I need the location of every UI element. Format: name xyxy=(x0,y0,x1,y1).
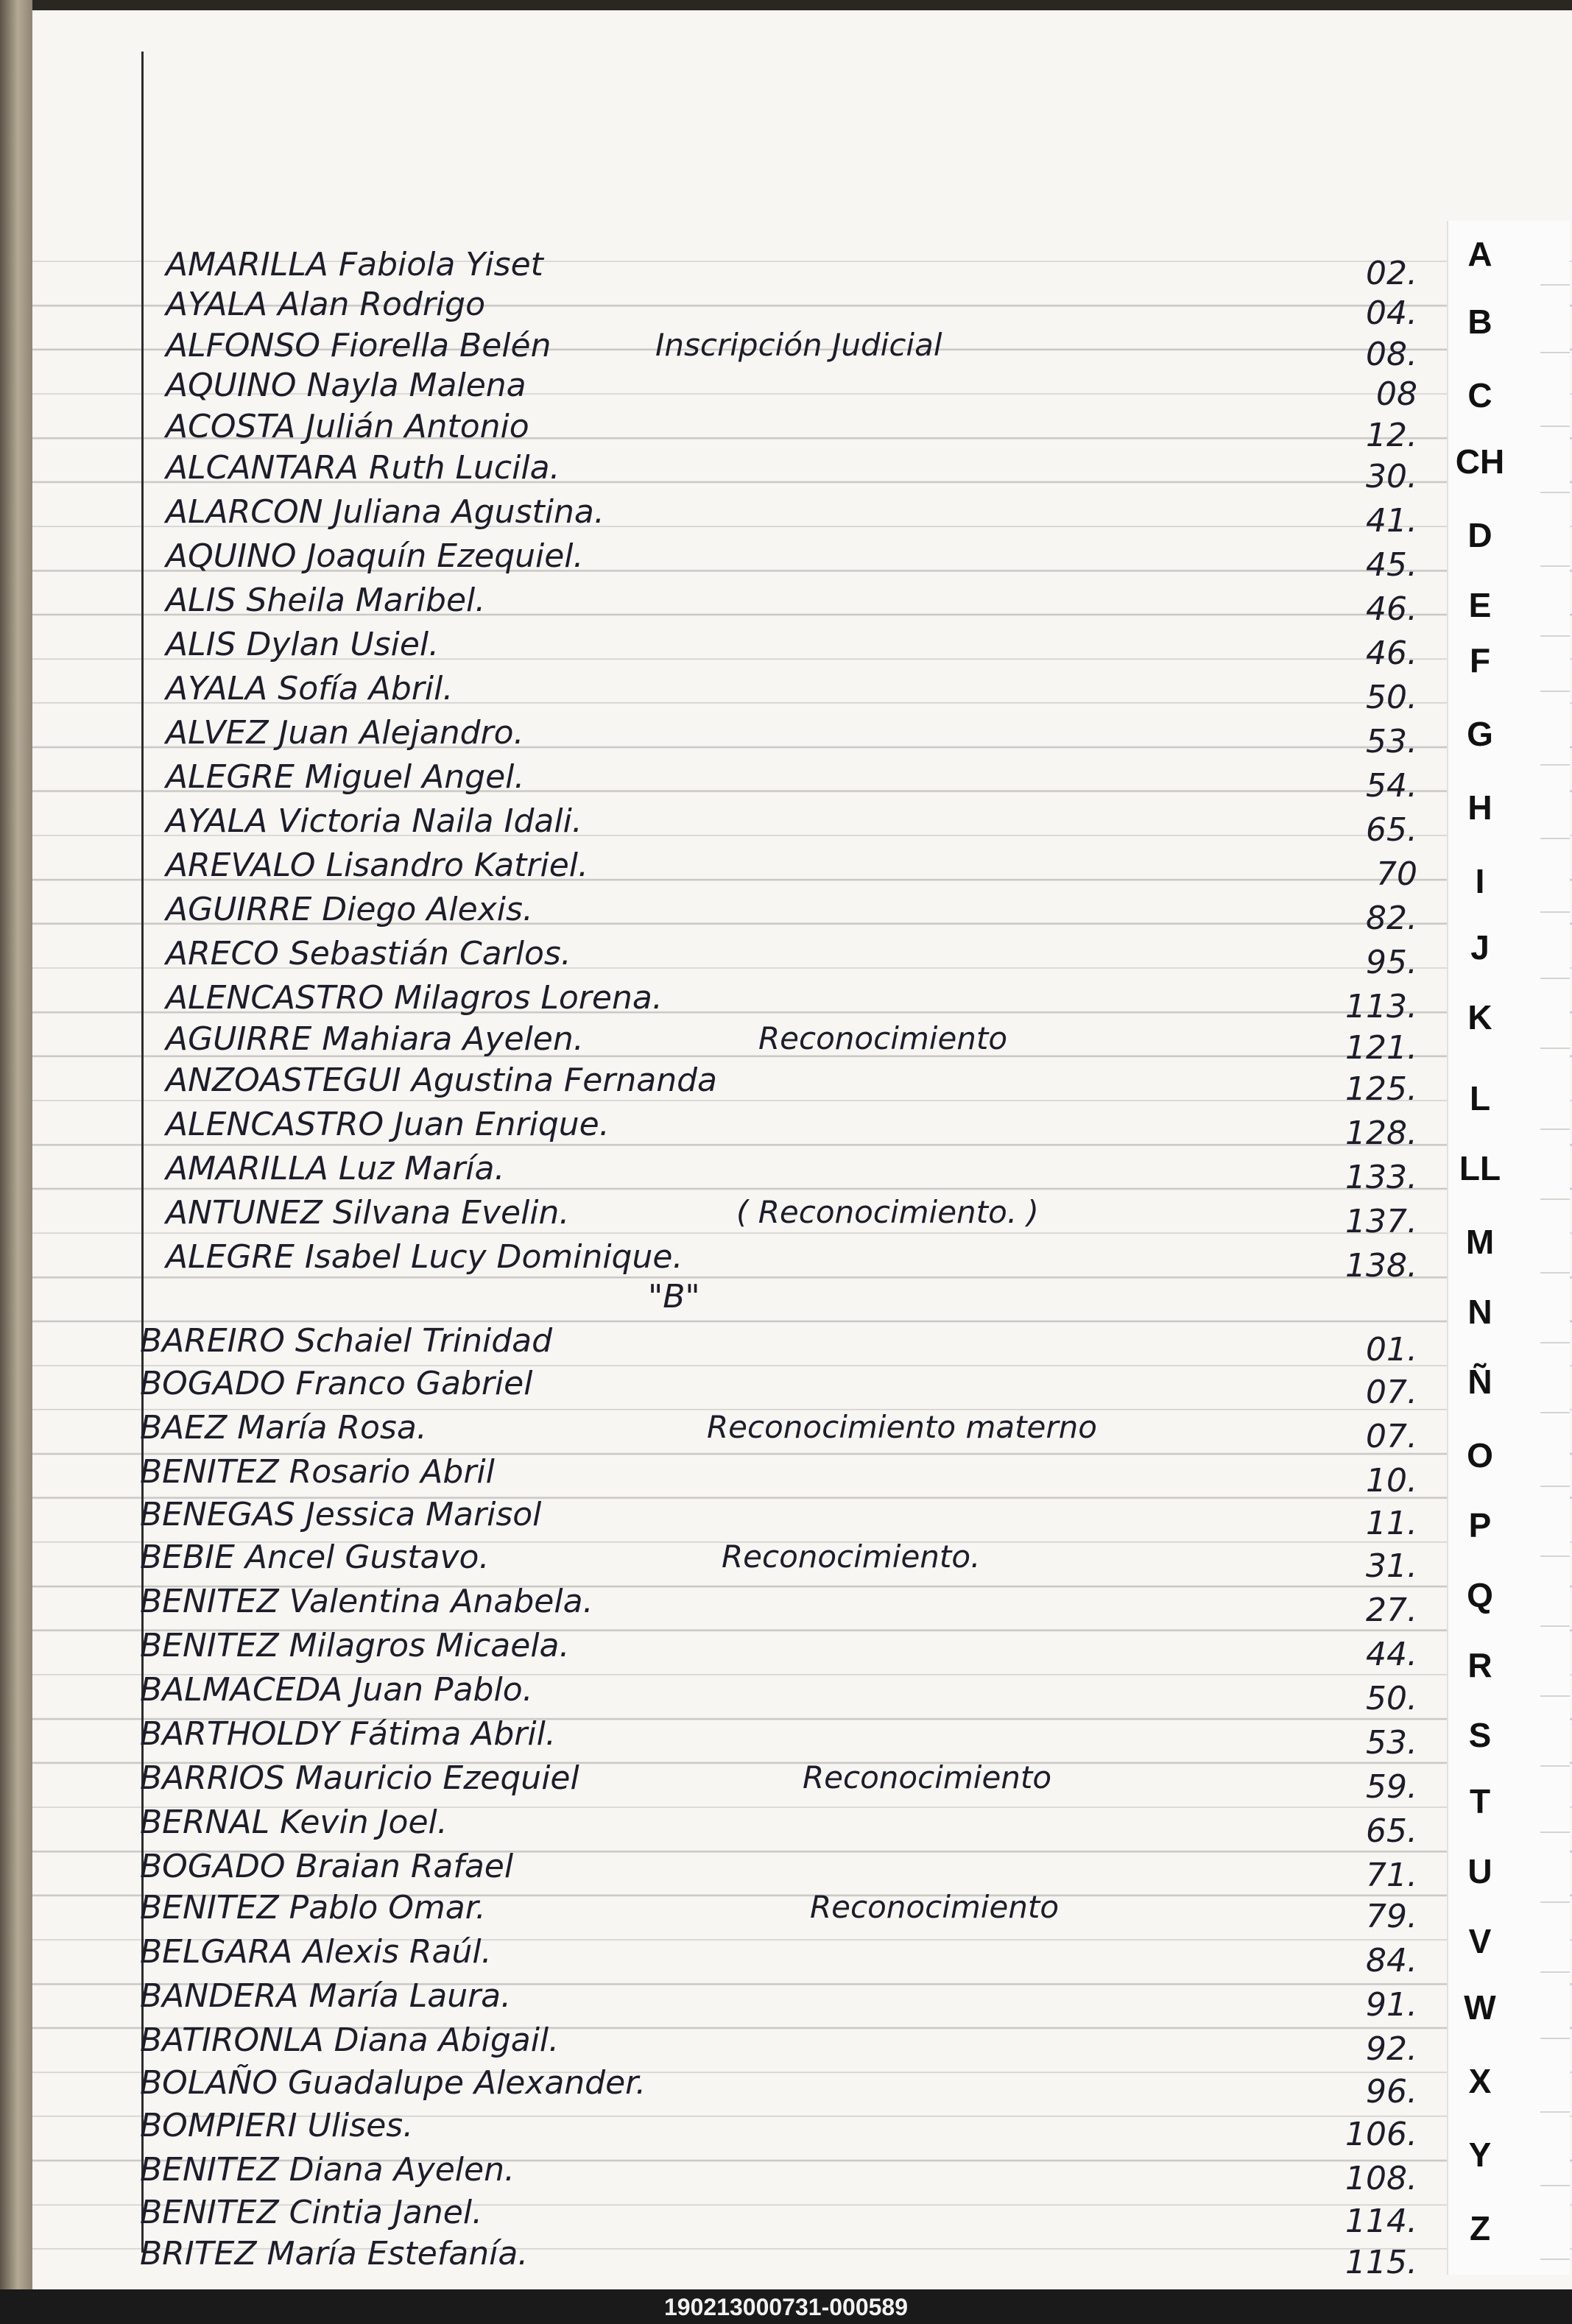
index-tab-12[interactable]: L xyxy=(1469,1079,1491,1117)
entry-page-number: 41. xyxy=(1366,502,1417,540)
entry-name: BATIRONLA Diana Abigail. xyxy=(140,2021,560,2059)
entry-name: AYALA Alan Rodrigo xyxy=(166,286,486,323)
entry-name: BOGADO Braian Rafael xyxy=(140,1848,514,1885)
entry-name: BENITEZ Cintia Janel. xyxy=(140,2194,483,2231)
entry-page-number: 65. xyxy=(1366,811,1417,849)
index-tab-0[interactable]: A xyxy=(1467,235,1492,273)
entry-page-number: 82. xyxy=(1366,900,1417,937)
entry-page-number: 46. xyxy=(1366,590,1417,628)
document-serial-number: 190213000731-000589 xyxy=(664,2294,908,2320)
entry-name: ALEGRE Miguel Angel. xyxy=(166,758,525,796)
entry-name: AMARILLA Fabiola Yiset xyxy=(166,246,543,283)
index-tab-20[interactable]: R xyxy=(1467,1646,1492,1684)
entry-name: BENEGAS Jessica Marisol xyxy=(140,1496,542,1533)
tab-divider xyxy=(1540,1198,1570,1200)
entry-page-number: 121. xyxy=(1345,1029,1417,1067)
index-tab-10[interactable]: J xyxy=(1470,928,1490,967)
index-tab-3[interactable]: CH xyxy=(1455,442,1505,481)
entry-page-number: 08 xyxy=(1376,375,1417,413)
index-tab-2[interactable]: C xyxy=(1467,376,1492,414)
entry-page-number: 84. xyxy=(1366,1942,1417,1979)
entry-page-number: 07. xyxy=(1366,1418,1417,1455)
entry-page-number: 106. xyxy=(1345,2116,1417,2153)
tab-divider xyxy=(1540,492,1570,493)
entry-page-number: 46. xyxy=(1366,635,1417,672)
entry-page-number: 11. xyxy=(1366,1505,1417,1542)
entry-page-number: 115. xyxy=(1345,2244,1417,2281)
tab-divider xyxy=(1540,1765,1570,1767)
entry-name: ALENCASTRO Juan Enrique. xyxy=(166,1106,610,1143)
index-tab-6[interactable]: F xyxy=(1469,641,1491,679)
entry-name: AQUINO Joaquín Ezequiel. xyxy=(166,537,584,575)
section-b-marker: "B" xyxy=(648,1278,700,1315)
entry-name: AGUIRRE Mahiara Ayelen. xyxy=(166,1020,584,1058)
entry-name: ALFONSO Fiorella Belén xyxy=(166,327,551,364)
entry-page-number: 07. xyxy=(1366,1374,1417,1411)
index-tab-17[interactable]: O xyxy=(1467,1436,1493,1474)
entry-name: ALENCASTRO Milagros Lorena. xyxy=(166,979,663,1017)
entry-page-number: 54. xyxy=(1366,767,1417,805)
tab-divider xyxy=(1540,764,1570,766)
entry-page-number: 02. xyxy=(1366,255,1417,292)
tab-divider xyxy=(1540,1625,1570,1627)
tab-divider xyxy=(1540,635,1570,637)
tab-divider xyxy=(1540,284,1570,286)
entry-page-number: 79. xyxy=(1366,1898,1417,1935)
tab-divider xyxy=(1540,2185,1570,2186)
entry-page-number: 95. xyxy=(1366,944,1417,981)
entry-name: ALIS Dylan Usiel. xyxy=(166,626,440,663)
index-tab-18[interactable]: P xyxy=(1468,1506,1492,1544)
entry-name: BARTHOLDY Fátima Abril. xyxy=(140,1715,556,1753)
index-tab-11[interactable]: K xyxy=(1467,998,1492,1036)
entry-page-number: 10. xyxy=(1366,1462,1417,1500)
entry-page-number: 01. xyxy=(1366,1331,1417,1368)
entry-note: Reconocimiento xyxy=(810,1889,1060,1925)
tab-divider xyxy=(1540,1342,1570,1343)
entry-page-number: 70 xyxy=(1376,855,1417,893)
entry-page-number: 91. xyxy=(1366,1986,1417,2024)
tab-divider xyxy=(1540,911,1570,913)
tab-divider xyxy=(1540,1272,1570,1274)
tab-divider xyxy=(1540,978,1570,979)
entry-name: AREVALO Lisandro Katriel. xyxy=(166,847,588,884)
entry-name: ACOSTA Julián Antonio xyxy=(166,408,529,445)
entry-name: ANTUNEZ Silvana Evelin. xyxy=(166,1194,570,1232)
tab-divider xyxy=(1540,838,1570,839)
entry-name: AGUIRRE Diego Alexis. xyxy=(166,891,533,928)
entry-name: BENITEZ Milagros Micaela. xyxy=(140,1627,570,1664)
index-tab-25[interactable]: W xyxy=(1464,1988,1496,2027)
entry-name: BERNAL Kevin Joel. xyxy=(140,1804,448,1841)
entry-name: BOMPIERI Ulises. xyxy=(140,2107,414,2144)
entry-name: ANZOASTEGUI Agustina Fernanda xyxy=(166,1062,718,1099)
tab-divider xyxy=(1540,565,1570,567)
entry-page-number: 12. xyxy=(1366,417,1417,454)
index-tab-4[interactable]: D xyxy=(1467,516,1492,554)
entry-name: ALIS Sheila Maribel. xyxy=(166,582,486,619)
tab-divider xyxy=(1540,1555,1570,1557)
index-tab-7[interactable]: G xyxy=(1467,715,1493,753)
entry-name: BENITEZ Pablo Omar. xyxy=(140,1889,486,1926)
entry-page-number: 133. xyxy=(1345,1159,1417,1196)
entry-name: BOGADO Franco Gabriel xyxy=(140,1365,533,1402)
tab-divider xyxy=(1540,1486,1570,1487)
entry-note: Reconocimiento materno xyxy=(707,1409,1097,1445)
index-tab-22[interactable]: T xyxy=(1469,1782,1491,1820)
entry-name: AYALA Victoria Naila Idali. xyxy=(166,802,582,840)
index-tab-26[interactable]: X xyxy=(1468,2062,1492,2100)
entry-name: BENITEZ Diana Ayelen. xyxy=(140,2151,515,2189)
entry-page-number: 113. xyxy=(1345,988,1417,1025)
entry-page-number: 59. xyxy=(1366,1768,1417,1806)
entry-note: Reconocimiento. xyxy=(722,1539,981,1575)
index-tab-23[interactable]: U xyxy=(1467,1852,1492,1890)
entry-page-number: 50. xyxy=(1366,1680,1417,1717)
index-tab-15[interactable]: N xyxy=(1467,1293,1492,1331)
entry-name: AYALA Sofía Abril. xyxy=(166,670,454,707)
entry-name: BOLAÑO Guadalupe Alexander. xyxy=(140,2064,646,2102)
entry-name: BRITEZ María Estefanía. xyxy=(140,2235,529,2272)
entry-name: BENITEZ Rosario Abril xyxy=(140,1453,495,1491)
index-tab-16[interactable]: Ñ xyxy=(1467,1363,1492,1401)
entry-page-number: 71. xyxy=(1366,1857,1417,1894)
entry-page-number: 96. xyxy=(1366,2073,1417,2111)
entry-name: BEBIE Ancel Gustavo. xyxy=(140,1539,490,1576)
tab-divider xyxy=(1540,2258,1570,2260)
entry-page-number: 31. xyxy=(1366,1547,1417,1585)
entry-page-number: 45. xyxy=(1366,546,1417,584)
entry-name: BARRIOS Mauricio Ezequiel xyxy=(140,1759,579,1797)
tab-divider xyxy=(1540,1832,1570,1833)
tab-divider xyxy=(1540,1901,1570,1903)
entry-name: BALMACEDA Juan Pablo. xyxy=(140,1671,533,1709)
entry-name: ALVEZ Juan Alejandro. xyxy=(166,714,524,752)
entry-page-number: 30. xyxy=(1366,458,1417,495)
entry-name: ARECO Sebastián Carlos. xyxy=(166,935,571,972)
binder-spine xyxy=(0,0,32,2289)
index-tab-13[interactable]: LL xyxy=(1459,1149,1501,1187)
entry-name: BENITEZ Valentina Anabela. xyxy=(140,1583,593,1620)
entry-name: AQUINO Nayla Malena xyxy=(166,367,526,404)
index-tab-21[interactable]: S xyxy=(1468,1716,1492,1754)
entry-note: ( Reconocimiento. ) xyxy=(736,1194,1039,1230)
entry-name: BAEZ María Rosa. xyxy=(140,1409,427,1447)
index-tab-5[interactable]: E xyxy=(1468,586,1492,624)
index-tab-19[interactable]: Q xyxy=(1467,1576,1493,1614)
entry-name: BELGARA Alexis Raúl. xyxy=(140,1933,492,1971)
entry-page-number: 27. xyxy=(1366,1592,1417,1629)
entry-page-number: 114. xyxy=(1345,2203,1417,2240)
index-tab-9[interactable]: I xyxy=(1475,862,1485,900)
tab-divider xyxy=(1540,425,1570,427)
page-header-area xyxy=(32,10,1572,231)
entry-name: ALEGRE Isabel Lucy Dominique. xyxy=(166,1238,683,1276)
entry-name: ALARCON Juliana Agustina. xyxy=(166,493,605,531)
index-tab-28[interactable]: Z xyxy=(1469,2209,1491,2247)
entry-page-number: 08. xyxy=(1366,336,1417,373)
entry-page-number: 128. xyxy=(1345,1115,1417,1152)
entry-page-number: 108. xyxy=(1345,2160,1417,2197)
entry-note: Reconocimiento xyxy=(758,1020,1008,1056)
entry-page-number: 125. xyxy=(1345,1070,1417,1108)
entry-page-number: 53. xyxy=(1366,1724,1417,1762)
tab-divider xyxy=(1540,1129,1570,1130)
index-tab-1[interactable]: B xyxy=(1467,303,1492,341)
entry-page-number: 138. xyxy=(1345,1247,1417,1285)
tab-divider xyxy=(1540,1971,1570,1973)
entry-page-number: 65. xyxy=(1366,1812,1417,1850)
index-tab-24[interactable]: V xyxy=(1468,1922,1492,1960)
entry-note: Inscripción Judicial xyxy=(655,327,942,363)
entry-page-number: 53. xyxy=(1366,723,1417,760)
entry-page-number: 137. xyxy=(1345,1203,1417,1240)
entry-page-number: 92. xyxy=(1366,2030,1417,2068)
tab-divider xyxy=(1540,2111,1570,2113)
entry-note: Reconocimiento xyxy=(803,1759,1052,1795)
entry-page-number: 50. xyxy=(1366,679,1417,716)
index-tab-8[interactable]: H xyxy=(1467,788,1492,827)
entry-name: BANDERA María Laura. xyxy=(140,1977,512,2015)
tab-divider xyxy=(1540,1412,1570,1413)
tab-divider xyxy=(1540,1695,1570,1697)
tab-divider xyxy=(1540,691,1570,692)
index-tab-14[interactable]: M xyxy=(1465,1223,1495,1261)
entry-page-number: 44. xyxy=(1366,1636,1417,1673)
entry-name: BAREIRO Schaiel Trinidad xyxy=(140,1322,553,1360)
index-tab-27[interactable]: Y xyxy=(1468,2136,1492,2174)
entry-name: ALCANTARA Ruth Lucila. xyxy=(166,449,560,487)
tab-divider xyxy=(1540,2038,1570,2039)
tab-divider xyxy=(1540,1048,1570,1049)
entry-name: AMARILLA Luz María. xyxy=(166,1150,505,1187)
entry-page-number: 04. xyxy=(1366,294,1417,332)
tab-divider xyxy=(1540,352,1570,353)
